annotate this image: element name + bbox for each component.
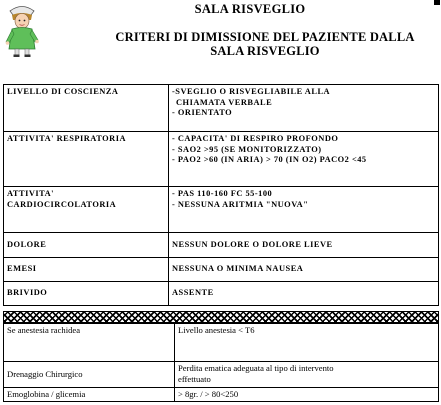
criterion-value [175,388,439,402]
criterion-value [175,324,439,362]
corner-mark [434,0,440,5]
criterion-label [4,282,169,306]
hatched-separator [3,311,439,323]
additional-criteria-table [3,323,439,402]
value-line: effettuato [178,373,211,384]
label-line: EMESI [7,264,37,274]
criterion-label: Drenaggio Chirurgico [4,362,175,388]
table-row [4,282,439,306]
criterion-value [175,362,439,388]
document-header [0,0,441,70]
value-line: - PAO2 >60 (IN ARIA) > 70 (IN O2) PACO2 <45 [172,155,367,164]
table-row [4,362,439,388]
value-line: - ORIENTATO [172,108,233,117]
subtitle-line-1: CRITERI DI DIMISSIONE DEL PAZIENTE DALLA [115,30,415,44]
criterion-value [169,85,439,132]
criterion-label [4,187,169,233]
criteria-table [3,84,439,306]
label-line: LIVELLO DI COSCIENZA [7,87,119,96]
criterion-value [169,258,439,282]
criterion-value [169,233,439,258]
criterion-label [4,85,169,132]
criterion-value [169,187,439,233]
value-line: NESSUN DOLORE O DOLORE LIEVE [172,239,333,249]
value-line: Perdita ematica adeguata al tipo di intervento [178,363,334,373]
page-subtitle [100,30,430,58]
criterion-value [169,282,439,306]
table-row [4,85,439,132]
value-line: - PAS 110-160 FC 55-100 [172,189,273,198]
label-line: CARDIOCIRCOLATORIA [7,199,117,209]
value-line: -SVEGLIO O RISVEGLIABILE ALLA [172,87,331,96]
value-line: - SAO2 >95 (SE MONITORIZZATO) [172,144,322,154]
label-line: ATTIVITA' RESPIRATORIA [7,134,127,143]
criterion-label [4,258,169,282]
nurse-illustration-icon [0,2,44,58]
criterion-label: Emoglobina / glicemia [4,388,175,402]
label-line: BRIVIDO [7,288,48,298]
table-row [4,388,439,402]
criterion-label [4,233,169,258]
value-line: - CAPACITA' DI RESPIRO PROFONDO [172,134,339,143]
table-row [4,324,439,362]
label-line: ATTIVITA' [7,189,55,198]
criterion-label [4,132,169,187]
table-row [4,187,439,233]
value-line: > 8gr. / > 80<250 [178,389,239,399]
value-line: - NESSUNA ARITMIA "NUOVA" [172,199,309,209]
criterion-value [169,132,439,187]
subtitle-line-2: SALA RISVEGLIO [210,44,320,58]
criterion-label: Se anestesia rachidea [4,324,175,362]
value-line: ASSENTE [172,288,214,298]
table-row [4,233,439,258]
label-line: DOLORE [7,239,47,249]
table-row [4,258,439,282]
value-line: Livello anestesia < T6 [178,325,255,335]
table-row [4,132,439,187]
value-line: CHIAMATA VERBALE [176,97,273,107]
value-line: NESSUNA O MINIMA NAUSEA [172,264,304,274]
page-title: SALA RISVEGLIO [194,2,306,16]
